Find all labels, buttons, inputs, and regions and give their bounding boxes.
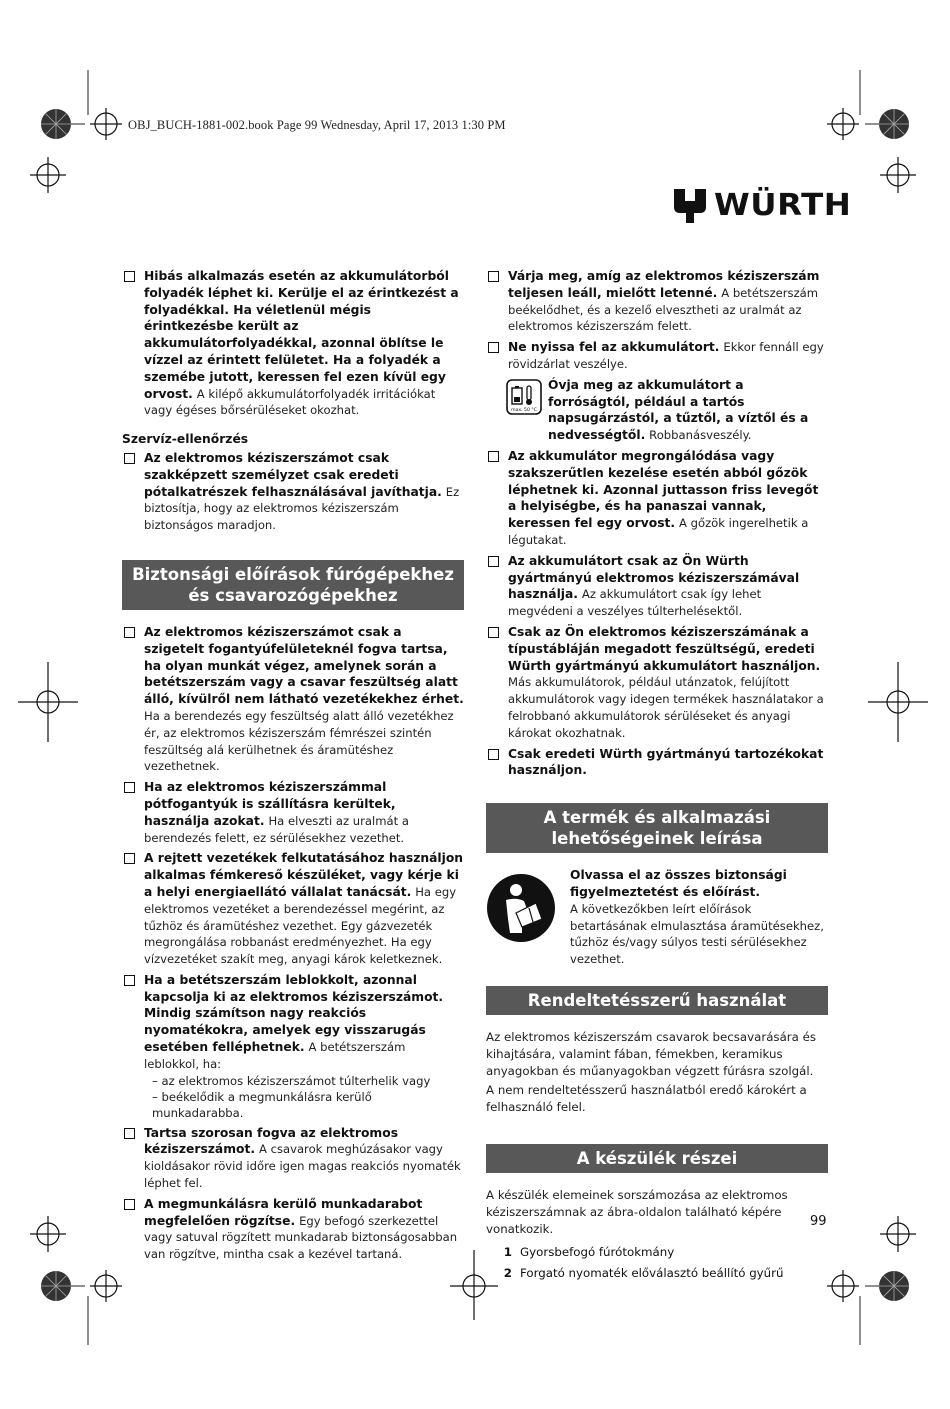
part-label: Forgató nyomaték előválasztó beállító gyűrű: [520, 1265, 784, 1280]
safety-item: A rejtett vezetékek felkutatásához használjon alkalmas fémkereső készüléket, vagy kérje ki a helyi energiaellátó vállalat tanácsát. Ha egy elektromos vezetéket a berendezéssel megérint, az tűzhöz és áramütéshez vezethet. Egy gázvezeték megrongálása robbanást eredményezhet. Ha egy vízvezetéket szakít meg, anyagi károk keletkeznek.: [122, 850, 464, 968]
page-number: 99: [810, 1214, 827, 1229]
dash-list-item: – az elektromos kéziszerszámot túlterhelik vagy: [152, 1073, 431, 1088]
read-manual-icon: [486, 873, 556, 943]
list-item: [486, 1263, 828, 1284]
checkbox-bullet-icon: [124, 975, 135, 986]
checkbox-bullet-icon: [124, 1128, 135, 1139]
safety-item: Ne nyissa fel az akkumulátort. Ekkor fennáll egy rövidzárlat veszélye.: [486, 339, 828, 373]
file-header-line: OBJ_BUCH-1881-002.book Page 99 Wednesday, April 17, 2013 1:30 PM: [128, 118, 506, 132]
checkbox-bullet-icon: [124, 453, 135, 464]
wurth-logo-icon: [674, 189, 706, 223]
checkbox-bullet-icon: [488, 271, 499, 282]
checkbox-bullet-icon: [488, 342, 499, 353]
right-column: [486, 268, 828, 1284]
checkbox-bullet-icon: [124, 782, 135, 793]
safety-item: Tartsa szorosan fogva az elektromos kéziszerszámot. A csavarok meghúzásakor vagy kioldásakor rövid időre igen magas reakciós nyomaték léphet fel.: [122, 1125, 464, 1192]
safety-item: Csak eredeti Würth gyártmányú tartozékokat használjon.: [486, 746, 828, 780]
safety-item: Csak az Ön elektromos kéziszerszámának a típustábláján megadott feszültségű, eredeti Würth gyártmányú akkumulátort használjon. Más akkumulátorok, például utánzatok, felújított akkumulátorok vagy idegen termékek használatakor a felrobbanó akkumulátorok sérüléseket és anyagi károkat okozhatnak.: [486, 624, 828, 742]
safety-item: Ha a betétszerszám leblokkolt, azonnal kapcsolja ki az elektromos kéziszerszámot. Mindig számítson nagy reakciós nyomatékokra, amelyek egy visszarugás esetében felléphetnek. A betétszerszám leblokkol, ha: – az elektromos kéziszerszámot túlterhelik vagy – beékelődik a megmunkálásra kerülő munkadarabba.: [122, 972, 464, 1121]
part-number: 1: [503, 1244, 512, 1259]
safety-item: Ha az elektromos kéziszerszámmal pótfogantyúk is szállításra kerültek, használja azokat. Ha elveszti az uralmát a berendezés felett, ez sérülésekhez vezethet.: [122, 779, 464, 846]
safety-item: Az akkumulátort csak az Ön Würth gyártmányú elektromos kéziszerszámával használja. Az akkumulátort csak így lehet megvédeni a veszélyes túlterhelésektől.: [486, 553, 828, 620]
section-banner-parts: A készülék részei: [486, 1144, 828, 1173]
dash-list-item: – beékelődik a megmunkálásra kerülő munkadarabba.: [152, 1089, 372, 1120]
safety-item: Az akkumulátor megrongálódása vagy szakszerűtlen kezelése esetén abból gőzök léphetnek ki. Azonnal juttasson friss levegőt a helyiségbe, és ha panaszai vannak, keressen fel egy orvost. A gőzök ingerelhetik a légutakat.: [486, 448, 828, 549]
parts-intro-text: A készülék elemeinek sorszámozása az elektromos kéziszerszámnak az ábra-oldalon található képére vonatkozik.: [486, 1187, 788, 1236]
intended-use-text: Az elektromos kéziszerszám csavarok becsavarására és kihajtására, valamint fában, fémekben, keramikus anyagokban és műanyagokban végzett fúrásra szolgál.: [486, 1029, 817, 1078]
checkbox-bullet-icon: [488, 627, 499, 638]
service-heading: Szervíz-ellenőrzés: [122, 432, 249, 447]
read-instructions-notice: Olvassa el az összes biztonsági figyelmeztetést és előírást. A következőkben leírt előírások betartásának elmulasztása áramütésekhez, tűzhöz és/vagy súlyos testi sérülésekhez vezethet.: [486, 867, 828, 968]
checkbox-bullet-icon: [124, 627, 135, 638]
checkbox-bullet-icon: [124, 1199, 135, 1210]
battery-temperature-icon: [506, 379, 542, 415]
safety-item: Az elektromos kéziszerszámot csak a szigetelt fogantyúfelületeknél fogva tartsa, ha olyan munkát végez, amelynek során a betétszerszám vagy a csavar feszültség alatt álló, kívülről nem látható vezetékekhez érhet. Ha a berendezés egy feszültség alatt álló vezetékhez ér, az elektromos kéziszerszám fémrészei szintén feszültség alá kerülhetnek és áramütéshez vezethetnek.: [122, 624, 464, 775]
checkbox-bullet-icon: [488, 556, 499, 567]
checkbox-bullet-icon: [124, 271, 135, 282]
section-banner-product-description: A termék és alkalmazási lehetőségeinek leírása: [486, 803, 828, 853]
checkbox-bullet-icon: [488, 749, 499, 760]
safety-item: A megmunkálásra kerülő munkadarabot megfelelően rögzítse. Egy befogó szerkezettel vagy satuval rögzített munkadarab biztonságosabban van rögzítve, mintha csak a kezével tartaná.: [122, 1196, 464, 1263]
wurth-logo-text: WÜRTH: [714, 188, 852, 223]
liability-text: A nem rendeltetésszerű használatból eredő károkért a felhasználó felel.: [486, 1082, 807, 1114]
parts-list: [486, 1242, 828, 1284]
section-banner-intended-use: Rendeltetésszerű használat: [486, 986, 828, 1015]
safety-item: Az elektromos kéziszerszámot csak szakképzett személyzet csak eredeti pótalkatrészek felhasználásával javíthatja. Ez biztosítja, hogy az elektromos kéziszerszám biztonságos maradjon.: [122, 450, 464, 534]
left-column: [122, 268, 464, 1267]
part-label: Gyorsbefogó fúrótokmány: [520, 1244, 675, 1259]
list-item: [486, 1242, 828, 1263]
checkbox-bullet-icon: [488, 451, 499, 462]
section-banner-drill-safety: Biztonsági előírások fúrógépekhez és csavarozógépekhez: [122, 560, 464, 610]
safety-item: Várja meg, amíg az elektromos kéziszerszám teljesen leáll, mielőtt letenné. A betétszerszám beékelődhet, és a kezelő elvesztheti az uralmát az elektromos kéziszerszám felett.: [486, 268, 828, 335]
safety-item: Hibás alkalmazás esetén az akkumulátorból folyadék léphet ki. Kerülje el az érintkezést a folyadékkal. Ha véletlenül mégis érintkezésbe került az akkumulátorfolyadékkal, azonnal öblítse le vízzel az érintett felületet. Ha a folyadék a szemébe jutott, keressen fel ezen kívül egy orvost. A kilépő akkumulátorfolyadék irritációkat vagy égéses bőrsérüléseket okozhat.: [122, 268, 464, 419]
battery-heat-warning: max. 50 °C Óvja meg az akkumulátort a forróságtól, például a tartós napsugárzástól, a tűztől, a víztől és a nedvességtől. Robbanásveszély.: [486, 377, 828, 444]
battery-temperature-label: max. 50 °C: [511, 407, 537, 413]
part-number: 2: [503, 1265, 512, 1280]
checkbox-bullet-icon: [124, 853, 135, 864]
wurth-logo: [674, 188, 852, 223]
